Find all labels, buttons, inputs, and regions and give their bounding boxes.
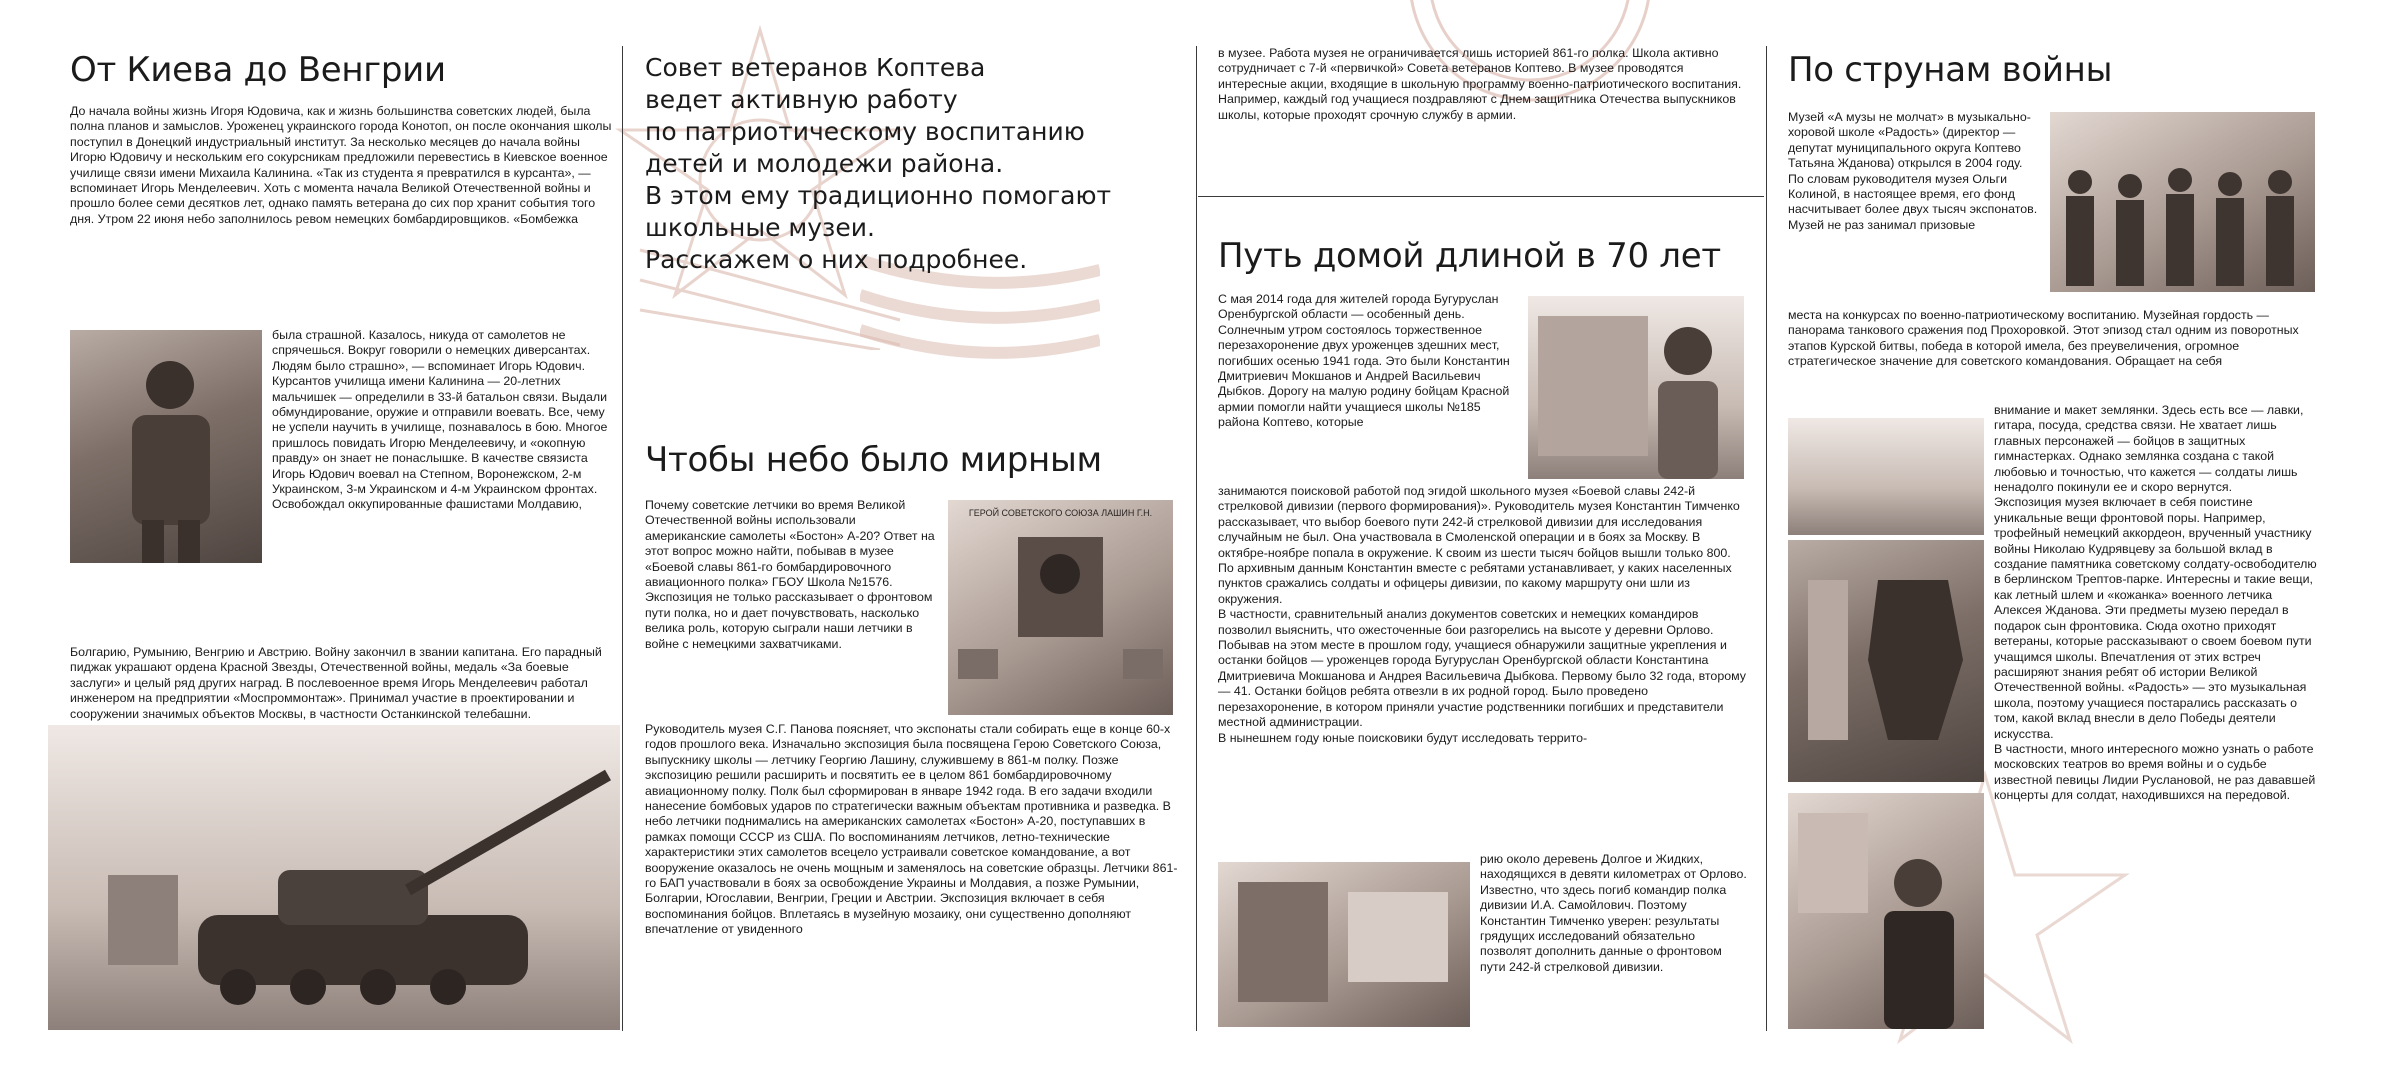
paragraph: Экспозиция музея включает в себя поистине уникальные вещи фронтовой поры. Например, трофейный немецкий аккордеон, врученный участнику войны Николаю Кудрявцеву за большой вклад в создание памятника советскому солдату-освободителю в берлинском Трептов-парке. Интересны и такие вещи, как летный шлем и «кожанка» военного летчика Алексея Жданова. Эти предметы музею передал в подарок сын фронтовика. Сюда охотно приходят ветераны, которые рассказывают о своем боевом пути учащимся школы. Впечатления от этих встреч расширяют знания ребят об истории Великой Отечественной войны. «Радость» — это музыкальная школа, поэтому учащиеся постарались рассказать о том, какой вклад внесли в дело Победы деятели искусства. xyxy=(1994,495,2317,741)
children-group-photo xyxy=(1788,418,1984,535)
article-continuation: в музее. Работа музея не ограничивается лишь историей 861-го полка. Школа активно сотрудничает с 7-й «первичкой» Совета ветеранов Коптево. В музее проводятся интересные акции, входящие в школьную программу военно-патриотического воспитания. Например, каждый год учащиеся поздравляют с Днем защитника Отечества выпускников школы, которые проходят срочную службу в армии. xyxy=(1218,46,1742,122)
article-paragraph: Музей «А музы не молчат» в музыкально-хоровой школе «Радость» (директор — депутат муниципального округа Коптево Татьяна Жданова) открылся в 2004 году. По словам руководителя музея Ольги Колиной, в настоящее время, его фонд насчитывает более двух тысяч экспонатов. Музей не раз занимал призовые xyxy=(1788,110,2038,232)
group-people-icon xyxy=(2050,112,2315,292)
article-paragraph xyxy=(1218,484,1748,746)
veteran-portrait-photo xyxy=(70,330,262,563)
poster-caption: ГЕРОЙ СОВЕТСКОГО СОЮЗА ЛАШИН Г.Н. xyxy=(968,508,1153,518)
article-title: Чтобы небо было мирным xyxy=(645,440,1102,480)
museum-guide-photo xyxy=(1528,296,1744,479)
exhibition-hall-photo xyxy=(1218,862,1470,1027)
column-divider-3 xyxy=(1766,46,1767,1031)
article-title: По струнам войны xyxy=(1788,50,2113,90)
uniform-icon xyxy=(1788,540,1984,782)
tank-battle-photo xyxy=(48,725,620,1030)
lead-line: Совет ветеранов Коптева xyxy=(645,53,986,82)
article-kiev-hungary xyxy=(70,50,615,227)
article-paragraph: Почему советские летчики во время Великой Отечественной войны использовали американские самолеты «Бостон» А-20? Ответ на этот вопрос можно найти, побывав в музее «Боевой славы 861-го бомбардировочного авиационного полка» ГБОУ Школа №1576. Экспозиция не только рассказывает о фронтовом пути полка, но и дает почувствовать, насколько велика роль, которую сыграли наши летчики в войне с немецкими захватчиками. xyxy=(645,498,935,651)
lead-line: ведет активную работу xyxy=(645,85,958,114)
tank-icon xyxy=(48,725,620,1030)
article-title: Путь домой длиной в 70 лет xyxy=(1218,236,1721,276)
woman-icon xyxy=(1788,793,1984,1029)
paragraph: В нынешнем году юные поисковики будут исследовать террито- xyxy=(1218,730,1588,745)
lead-line: по патриотическому воспитанию xyxy=(645,117,1085,146)
article-paragraph-end: рию около деревень Долгое и Жидких, находящихся в девяти километрах от Орлово. Известно, что здесь погиб командир полка дивизии И.А. Самойлович. Поэтому Константин Тимченко уверен: результаты грядущих исследований обязательно позволят дополнить данные о фронтовом пути 242-й стрелковой дивизии. xyxy=(1480,852,1747,974)
article-paragraph-end: Болгарию, Румынию, Венгрию и Австрию. Войну закончил в звании капитана. Его парадный пиджак украшают ордена Красной Звезды, Отечественной войны, медаль «За боевые заслуги» и целый ряд других наград. В послевоенное время Игорь Менделеевич работал инженером на предприятии «Моспроммонтаж». Принимал участие в проектировании и сооружении значимых объектов Москвы, в частности Останкинской телебашни. xyxy=(70,645,602,721)
veterans-group-photo xyxy=(2050,112,2315,292)
paragraph: В частности, много интересного можно узнать о работе московских театров во время войны и о судьбе известной певицы Лидии Руслановой, не раз дававшей концерты для солдат, находившихся на передовой. xyxy=(1994,741,2316,803)
display-case-icon xyxy=(1218,862,1470,1027)
article-paragraph: Руководитель музея С.Г. Панова поясняет, что экспонаты стали собирать еще в конце 60-х годов прошлого века. Изначально экспозиция была посвящена Герою Советского Союза, выпускнику школы — летчику Георгию Лашину, служившему в 861-м полку. Позже экспозицию решили расширить и посвятить ее в целом 861 бомбардировочному авиационному полку. Полк был сформирован в январе 1942 года. В его задачи входили нанесение бомбовых ударов по стратегически важным объектам противника и разведка. В небо летчики поднимались на американских самолетах «Бостон» А-20, поступавших в рамках помощи СССР из США. По воспоминаниям летчиков, летно-технические характеристики этих самолетов всецело устраивали советское командование, а вот вооружение оказалось не очень мощным и заменялось на советские образцы. Летчики 861-го БАП участвовали в боях за освобождение Украины и Молдавия, а позже Румынии, Болгарии, Югославии, Венгрии, Греции и Австрии. Экспозиция включает в себя воспоминания бойцов. Вплетаясь в музейную мозаику, они существенно дополняют впечатление от увиденного xyxy=(645,722,1178,937)
article-title: От Киева до Венгрии xyxy=(70,50,446,90)
paragraph: В частности, сравнительный анализ документов советских и немецких командиров позволил выяснить, что ожесточенные бои разгорелись на высоте у деревни Орлово. Побывав на этом месте в прошлом году, учащиеся обнаружили защитные укрепления и останки бойцов — уроженцев города Бугуруслан Оренбургской области Константина Дмитриевича Мокшанова и Андрея Васильевича Дыбкова. Первому было 32 года, второму — 41. Останки бойцов ребята отвезли в их родной город. Было проведено перезахоронение, в котором приняли участие родственники погибших и представители местной администрации. xyxy=(1218,607,1746,730)
soldier-figure-icon xyxy=(70,330,262,563)
intro-lead-text xyxy=(645,52,1185,276)
pilot-portrait-icon xyxy=(948,519,1173,709)
person-icon xyxy=(1528,296,1744,479)
article-paragraph: С мая 2014 года для жителей города Бугуруслан Оренбургской области — особенный день. Солнечным утром состоялось торжественное перезахоронение двух уроженцев здешних мест, погибших осенью 1941 года. Это были Константин Дмитриевич Мокшанов и Андрей Васильевич Дыбков. Дорогу на малую родину бойцам Красной армии помогли найти учащиеся школы №185 района Коптево, которые xyxy=(1218,292,1510,430)
article-paragraph-wrap: была страшной. Казалось, никуда от самолетов не спрячешься. Вокруг говорили о немецких диверсантах. Людям было страшно», — вспоминает Игорь Юдович. Курсантов училища имени Калинина — 20-летних мальчишек — определили в 33-й батальон связи. Выдали обмундирование, оружие и отправили воевать. Все, чему не успели научить в училище, познавалось в бою. Многое пришлось повидать Игорю Менделеевичу, и «окопную правду» он знает не понаслышке. В качестве связиста Игорь Юдович воевал на Степном, Воронежском, 2-м Украинском, 3-м Украинском и 4-м Украинском фронтах. Освобождал оккупированные фашистами Молдавию, xyxy=(272,328,608,512)
lead-line: Расскажем о них подробнее. xyxy=(645,245,1028,274)
article-paragraph: места на конкурсах по военно-патриотическому воспитанию. Музейная гордость — панорама танкового сражения под Прохоровкой. Этот эпизод стал одним из поворотных этапов Курской битвы, победа в которой имела, без преувеличения, огромное стратегическое значение для советского командования. Обращает на себя xyxy=(1788,308,2299,369)
museum-poster-photo xyxy=(948,500,1173,715)
uniform-exhibit-photo xyxy=(1788,540,1984,782)
paragraph: занимаются поисковой работой под эгидой школьного музея «Боевой славы 242-й стрелковой дивизии (первого формирования)». Руководитель музея Константин Тимченко рассказывает, что выбор боевого пути 242-й стрелковой дивизии для исследования случайным не был. Она участвовала в Смоленской операции и в боях за Москву. В октябре-ноябре попала в окружение. К своим из шести тысяч бойцов вышли только 800. По архивным данным Константин вместе с ребятами устанавливает, у каких населенных пунктов сражались солдаты и офицеры дивизии, по какому маршруту они шли из окружения. xyxy=(1218,484,1740,606)
lead-line: детей и молодежи района. xyxy=(645,149,1004,178)
column-divider-1 xyxy=(622,46,623,1031)
paragraph: внимание и макет землянки. Здесь есть все — лавки, гитара, посуда, средства связи. Не хватает лишь главных персонажей — бойцов в защитных гимнастерках. Однако землянка создана с такой любовью и точностью, что кажется — солдаты лишь ненадолго покинули ее и скоро вернутся. xyxy=(1994,403,2304,495)
section-divider xyxy=(1198,196,1764,197)
museum-guide-woman-photo xyxy=(1788,793,1984,1029)
column-divider-2 xyxy=(1196,46,1197,1031)
lead-line: В этом ему традиционно помогают xyxy=(645,181,1112,210)
article-paragraph xyxy=(1994,403,2319,804)
lead-line: школьные музеи. xyxy=(645,213,875,242)
article-paragraph: До начала войны жизнь Игоря Юдовича, как и жизнь большинства советских людей, была полна планов и замыслов. Уроженец украинского города Конотоп, он после окончания школы поступил в Донецкий индустриальный институт. За несколько месяцев до начала войны Игорю Юдовичу и нескольким его сокурсникам предложили перевестись в Киевское военное училище связи имени Михаила Калинина. «Так из студента я превратился в курсанта», — вспоминает Игорь Менделеевич. Хоть с момента начала Великой Отечественной войны и прошло более семи десятков лет, однако память ветерана до сих пор хранит события того дня. Утром 22 июня небо заполнилось ревом немецких бомбардировщиков. «Бомбежка xyxy=(70,104,612,226)
